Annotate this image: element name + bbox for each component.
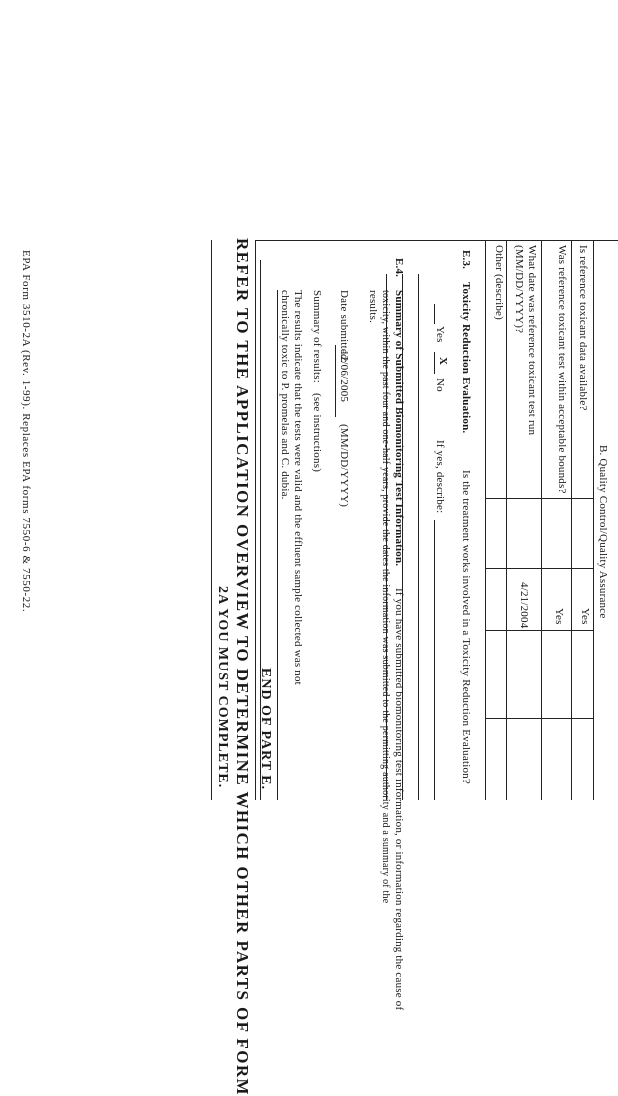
qa-qc-header: B. Quality Control/Quality Assurance xyxy=(597,445,609,619)
e3-label: E.3. xyxy=(460,250,472,270)
table-column-divider xyxy=(486,498,594,499)
table-rule xyxy=(541,240,542,800)
e4-text-line3: results. xyxy=(367,290,379,324)
summary-note: (see instructions) xyxy=(311,393,323,473)
reference-toxicant-answer: Yes xyxy=(579,608,591,625)
reference-date-question: What date was reference toxicant test run (MM/DD/YYYY)? xyxy=(513,245,538,436)
yes-blank xyxy=(434,304,435,324)
section-frame-left xyxy=(256,240,618,241)
e3-question: Is the treatment works involved in a Toxicity Reduction Evaluation? xyxy=(460,470,472,784)
other-label: Other (describe) xyxy=(493,245,505,320)
summary-line2: chronically toxic to P. promelas and C. dubia. xyxy=(279,290,291,500)
table-rule xyxy=(485,240,486,800)
summary-line1: The results indicate that the tests were valid and the effluent sample collected was not xyxy=(292,290,304,685)
summary-line xyxy=(277,290,278,800)
table-column-divider xyxy=(486,568,594,569)
e4-text-line1: If you have submitted biomonitoring test information, or information regarding the cause of xyxy=(393,588,405,1011)
table-rule xyxy=(571,240,572,800)
describe-line xyxy=(434,520,435,800)
date-submitted-value: 12/06/2005 xyxy=(338,350,350,403)
within-limits-answer: Yes xyxy=(553,608,565,625)
e4-title: Summary of Submitted Biomonitoring Test Information. xyxy=(393,290,405,567)
e4-label: E.4. xyxy=(393,258,405,278)
date-format: (MM/DD/YYYY) xyxy=(338,424,350,508)
reference-date-answer: 4/21/2004 xyxy=(518,582,530,629)
date-submitted-label: Date submitted: xyxy=(338,290,350,363)
e3-no-check-mark: X xyxy=(437,357,449,366)
e3-no-label: No xyxy=(434,378,446,392)
no-blank xyxy=(434,352,435,374)
refer-to-overview-line1: REFER TO THE APPLICATION OVERVIEW TO DETERMINE WHICH OTHER PARTS OF FORM xyxy=(233,238,252,1096)
describe-line xyxy=(418,274,419,800)
table-rule xyxy=(593,240,594,800)
bottom-rule xyxy=(211,240,212,800)
summary-label: Summary of results: xyxy=(311,290,323,384)
e3-yes-label: Yes xyxy=(434,326,446,343)
reference-toxicant-question: Is reference toxicant data available? xyxy=(577,245,589,411)
e3-describe-label: If yes, describe: xyxy=(434,440,446,514)
form-footer: EPA Form 3510-2A (Rev. 1-99). Replaces EPA forms 7550-6 & 7550-22. xyxy=(20,250,32,613)
e3-title: Toxicity Reduction Evaluation. xyxy=(460,282,472,434)
section-frame-bottom xyxy=(255,240,256,800)
table-column-divider xyxy=(486,630,594,631)
within-limits-question: Was reference toxicant test within acceptable bounds? xyxy=(556,245,568,494)
table-rule xyxy=(506,240,507,800)
table-column-divider xyxy=(486,718,594,719)
e4-text-line2: toxicity, within the past four and one-half years, provide the dates the information was submitted to the permitting authority and a summary of the xyxy=(380,290,391,904)
date-blank xyxy=(335,345,336,417)
end-of-part-marker: END OF PART E. xyxy=(258,668,273,791)
refer-to-overview-line2: 2A YOU MUST COMPLETE. xyxy=(215,586,230,789)
